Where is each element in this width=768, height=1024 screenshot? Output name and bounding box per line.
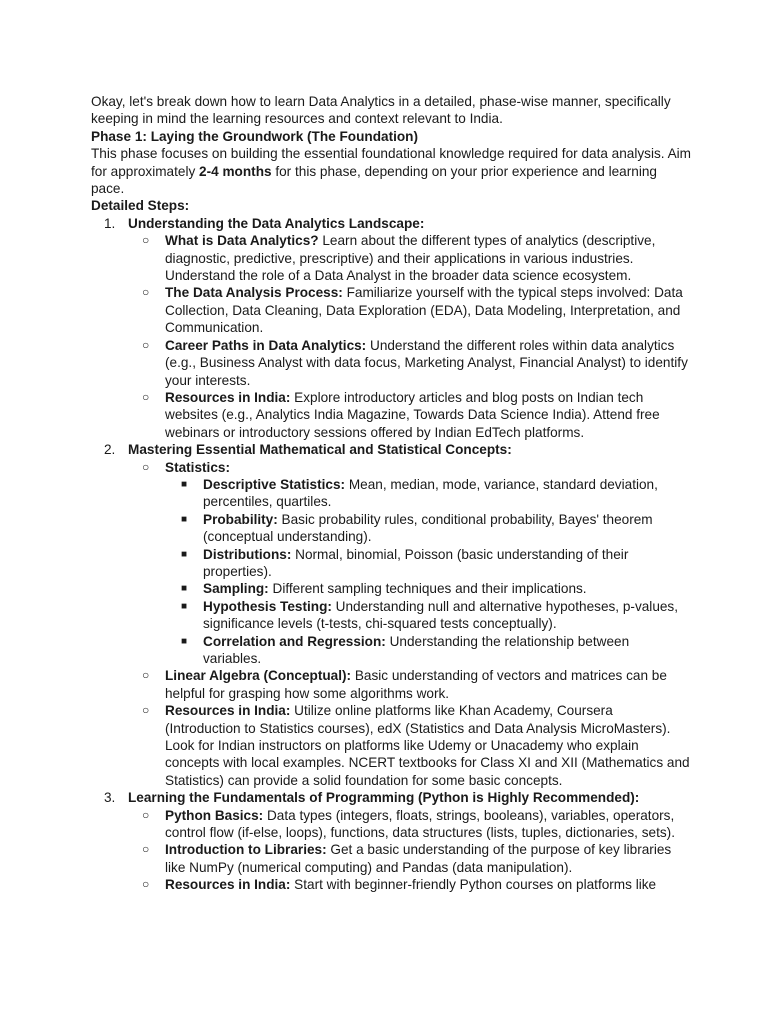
document-body [91,93,691,894]
sub-list-item: ■ Probability: Basic probability rules, conditional probability, Bayes' theorem (conceptual understanding). [181,511,653,545]
list-item: ○ Introduction to Libraries: Get a basic understanding of the purpose of key libraries like NumPy (numerical computing) and Pandas (data manipulation). [142,842,672,875]
list-item: ○ Resources in India: Explore introductory articles and blog posts on Indian tech websites (e.g., Analytics India Magazine, Towards Data Science India). Attend free webinars or introductory sessions offered by Indian EdTech platforms. [142,389,660,440]
step-item: 1. Understanding the Data Analytics Landscape: [104,215,425,231]
sub-list-item: ■ Distributions: Normal, binomial, Poisson (basic understanding of their properties). [181,546,629,579]
list-item: ○ Python Basics: Data types (integers, floats, strings, booleans), variables, operators, control flow (if-else, loops), functions, data structures (lists, tuples, dictionaries, sets). [142,807,675,841]
sub-list-item: ■ Hypothesis Testing: Understanding null and alternative hypotheses, p-values, significance levels (t-tests, chi-squared tests conceptually). [181,598,679,632]
sub-list-item: ■ Sampling: Different sampling techniques and their implications. [181,581,587,597]
list-item: ○ Resources in India: Utilize online platforms like Khan Academy, Coursera (Introduction to Statistics courses), edX (Statistics and Data Analysis MicroMasters). Look for Indian instructors on platforms like Udemy or Unacademy who explain concepts with local examples. NCERT textbooks for Class XI and XII (Mathematics and Statistics) can provide a solid foundation for some basic concepts. [142,703,690,788]
detailed-steps-heading: Detailed Steps: [91,198,190,214]
phase-title: Phase 1: Laying the Groundwork (The Foundation) [91,128,419,144]
list-item: ○ Career Paths in Data Analytics: Understand the different roles within data analytics (e.g., Business Analyst with data focus, Marketing Analyst, Financial Analyst) to identify your interests. [142,337,688,388]
sub-list-item: ■ Descriptive Statistics: Mean, median, mode, variance, standard deviation, percentiles, quartiles. [181,476,658,510]
step-item: 3. Learning the Fundamentals of Programming (Python is Highly Recommended): [104,790,640,806]
list-item: ○ Statistics: [142,459,230,475]
intro-paragraph: Okay, let's break down how to learn Data Analytics in a detailed, phase-wise manner, specifically keeping in mind the learning resources and context relevant to India. [91,94,671,127]
step-item: 2. Mastering Essential Mathematical and Statistical Concepts: [104,442,512,458]
phase-description: This phase focuses on building the essential foundational knowledge required for data analysis. Aim for approximately 2-4 months for this phase, depending on your prior experience and learning pace. [91,146,692,197]
list-item: ○ Resources in India: Start with beginner-friendly Python courses on platforms like [142,877,657,893]
sub-list-item: ■ Correlation and Regression: Understanding the relationship between variables. [181,633,630,666]
list-item: ○ Linear Algebra (Conceptual): Basic understanding of vectors and matrices can be helpful for grasping how some algorithms work. [142,668,667,701]
list-item: ○ What is Data Analytics? Learn about the different types of analytics (descriptive, diagnostic, predictive, prescriptive) and their applications in various industries. Understand the role of a Data Analyst in the broader data science ecosystem. [142,233,656,284]
list-item: ○ The Data Analysis Process: Familiarize yourself with the typical steps involved: Data Collection, Data Cleaning, Data Exploration (EDA), Data Modeling, Interpretation, and Communication. [142,285,683,336]
